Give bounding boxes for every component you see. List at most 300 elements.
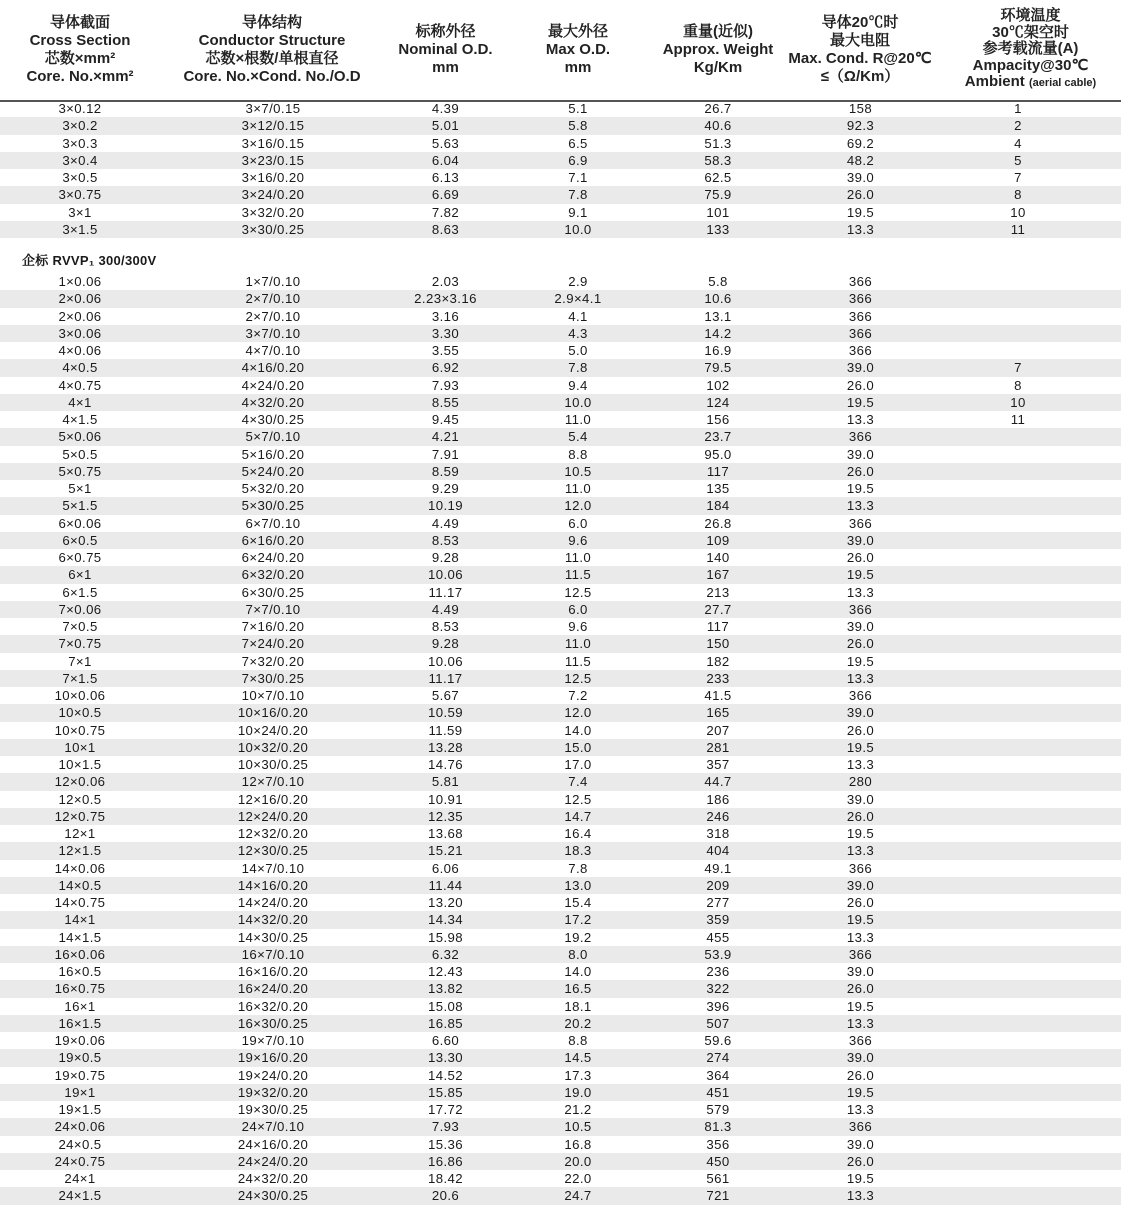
table-cell: 3×16/0.15: [241, 135, 305, 151]
table-cell: 13.3: [846, 498, 875, 514]
table-cell: 20.6: [431, 1188, 460, 1204]
table-row: [0, 1015, 1121, 1032]
table-cell: 13.20: [427, 895, 463, 910]
table-cell: 13.3: [846, 221, 875, 237]
table-cell: 18.42: [427, 1171, 463, 1186]
table-cell: 14.5: [564, 1050, 592, 1066]
table-cell: 4.49: [431, 515, 460, 531]
table-cell: 150: [706, 636, 730, 652]
table-cell: 14.7: [564, 808, 592, 824]
table-cell: 23.7: [704, 429, 732, 445]
table-row: [0, 135, 1121, 152]
table-row: [0, 722, 1121, 739]
table-cell: 7×16/0.20: [241, 619, 305, 634]
table-cell: 12×32/0.20: [237, 826, 309, 841]
table-row: [0, 601, 1121, 618]
header-text: Kg/Km: [693, 59, 743, 76]
table-cell: 4×16/0.20: [241, 360, 305, 376]
table-cell: 26.0: [846, 808, 875, 824]
table-cell: 39.0: [846, 619, 875, 634]
table-cell: 26.0: [846, 187, 875, 203]
table-cell: 10.6: [704, 291, 732, 307]
table-cell: 24×24/0.20: [237, 1153, 309, 1169]
table-cell: 5×0.5: [62, 446, 98, 462]
header-text: Core. No.×Cond. No./O.D: [183, 68, 361, 85]
table-cell: 8: [1014, 377, 1022, 393]
table-cell: 19.5: [846, 481, 875, 496]
table-row: [0, 394, 1121, 411]
table-cell: 19.5: [846, 653, 875, 669]
table-cell: 12×0.5: [58, 791, 102, 807]
table-cell: 39.0: [846, 791, 875, 807]
table-cell: 26.0: [846, 981, 875, 997]
table-cell: 19×24/0.20: [237, 1067, 309, 1083]
table-cell: 13.82: [427, 981, 463, 997]
table-cell: 2×0.06: [58, 308, 102, 324]
table-cell: 15.36: [427, 1136, 463, 1152]
table-cell: 721: [706, 1188, 730, 1204]
table-cell: 6×16/0.20: [241, 532, 305, 548]
table-cell: 13.3: [846, 757, 875, 772]
table-row: [0, 566, 1121, 583]
table-cell: 24×32/0.20: [237, 1171, 309, 1186]
table-cell: 167: [706, 567, 730, 583]
header-ampacity: [940, 0, 1121, 100]
table-cell: 14×16/0.20: [237, 877, 309, 893]
table-cell: 14.0: [564, 722, 592, 738]
table-cell: 4×7/0.10: [245, 343, 301, 358]
table-row: [0, 325, 1121, 342]
table-cell: 5×1: [68, 481, 92, 496]
table-cell: 14×1: [64, 912, 96, 928]
table-cell: 102: [706, 377, 730, 393]
table-cell: 19×1: [64, 1084, 96, 1100]
table-cell: 7.91: [431, 446, 460, 462]
table-cell: 14.0: [564, 964, 592, 979]
table-cell: 3×16/0.20: [241, 170, 305, 185]
table-row: [0, 704, 1121, 721]
table-cell: 2.9×4.1: [554, 291, 602, 307]
table-row: [0, 1101, 1121, 1118]
table-cell: 404: [706, 843, 730, 859]
table-cell: 19.5: [846, 567, 875, 583]
table-cell: 5×30/0.25: [241, 498, 305, 514]
table-cell: 39.0: [846, 877, 875, 893]
table-cell: 92.3: [846, 118, 875, 134]
table-row: [0, 653, 1121, 670]
header-note: (aerial cable): [1028, 77, 1097, 90]
table-cell: 12×16/0.20: [237, 791, 309, 807]
table-cell: 7×32/0.20: [241, 653, 305, 669]
table-cell: 3×7/0.10: [245, 325, 301, 341]
header-text: 标称外径: [415, 23, 476, 40]
table-cell: 10×1: [64, 739, 96, 755]
table-cell: 13.3: [846, 929, 875, 945]
table-cell: 11.0: [564, 550, 592, 565]
table-cell: 62.5: [704, 170, 732, 185]
header-conductor-structure: [158, 0, 386, 100]
table-cell: 357: [706, 757, 730, 772]
table-cell: 10.59: [427, 705, 463, 721]
table-row: [0, 911, 1121, 928]
table-cell: 3×1: [68, 204, 92, 220]
table-cell: 59.6: [704, 1033, 732, 1048]
table-row: [0, 808, 1121, 825]
table-cell: 7×24/0.20: [241, 636, 305, 652]
table-cell: 318: [706, 826, 730, 841]
table-cell: 39.0: [846, 1050, 875, 1066]
table-row: [0, 1049, 1121, 1066]
table-cell: 11.17: [428, 670, 463, 686]
table-cell: 19.5: [846, 739, 875, 755]
table-row: [0, 342, 1121, 359]
table-row: [0, 756, 1121, 773]
table-cell: 14×0.5: [58, 877, 102, 893]
header-text: 导体截面: [49, 14, 110, 31]
table-cell: 10.91: [427, 791, 463, 807]
table-cell: 366: [848, 274, 873, 289]
table-row: [0, 929, 1121, 946]
table-cell: 24×1: [64, 1171, 96, 1186]
table-row: [0, 791, 1121, 808]
table-cell: 10.0: [564, 394, 592, 410]
table-cell: 165: [706, 705, 730, 721]
table-cell: 213: [706, 584, 730, 600]
table-cell: 4×30/0.25: [241, 412, 305, 427]
table-cell: 10×32/0.20: [237, 739, 309, 755]
table-cell: 10×30/0.25: [237, 757, 309, 772]
table-cell: 10×1.5: [58, 757, 102, 772]
table-cell: 51.3: [704, 135, 732, 151]
table-cell: 5.8: [708, 274, 728, 289]
table-cell: 1×7/0.10: [245, 274, 301, 289]
table-cell: 19.5: [846, 998, 875, 1014]
table-cell: 6×0.06: [58, 515, 102, 531]
header-max-resistance: [780, 0, 940, 100]
table-cell: 366: [848, 325, 873, 341]
table-cell: 2×7/0.10: [245, 291, 301, 307]
header-text: Ambient: [964, 73, 1025, 91]
table-cell: 4×24/0.20: [241, 377, 305, 393]
header-nominal-od: [383, 0, 508, 100]
table-cell: 11.59: [428, 722, 463, 738]
header-text: 参考载流量(A): [982, 40, 1079, 58]
table-cell: 19.5: [846, 394, 875, 410]
table-cell: 24×1.5: [58, 1188, 102, 1204]
table-cell: 140: [706, 550, 730, 565]
table-cell: 7.4: [568, 774, 588, 790]
table-cell: 3×30/0.25: [241, 221, 305, 237]
table-cell: 579: [706, 1102, 730, 1117]
table-cell: 7.93: [431, 377, 460, 393]
table-cell: 207: [706, 722, 730, 738]
table-cell: 182: [706, 653, 730, 669]
table-cell: 7×1.5: [62, 670, 98, 686]
table-cell: 14×32/0.20: [237, 912, 309, 928]
table-row: [0, 117, 1121, 134]
table-cell: 48.2: [846, 152, 875, 168]
table-cell: 19×7/0.10: [241, 1033, 305, 1048]
table-cell: 16×32/0.20: [237, 998, 309, 1014]
table-cell: 7×30/0.25: [241, 670, 305, 686]
table-cell: 16×16/0.20: [237, 964, 309, 979]
table-cell: 12.5: [564, 791, 592, 807]
table-cell: 451: [706, 1084, 730, 1100]
table-cell: 16×1.5: [58, 1015, 102, 1031]
table-cell: 24×0.75: [54, 1153, 106, 1169]
table-row: [0, 273, 1121, 290]
table-cell: 13.3: [846, 843, 875, 859]
table-cell: 10×0.5: [58, 705, 102, 721]
table-cell: 26.0: [846, 1153, 875, 1169]
table-cell: 5.01: [431, 118, 460, 134]
table-cell: 1×0.06: [58, 274, 102, 289]
table-row: [0, 446, 1121, 463]
table-row: [0, 204, 1121, 221]
table-cell: 7.2: [568, 688, 588, 703]
table-cell: 3×12/0.15: [241, 118, 305, 134]
table-cell: 6.06: [431, 860, 460, 876]
table-row: [0, 1153, 1121, 1170]
header-text: 导体20℃时: [821, 14, 899, 31]
table-row: [0, 359, 1121, 376]
table-cell: 7: [1014, 170, 1022, 185]
table-cell: 6.0: [568, 601, 588, 617]
table-cell: 95.0: [704, 446, 732, 462]
table-cell: 14.76: [427, 757, 463, 772]
table-cell: 11.44: [428, 877, 463, 893]
table-cell: 5.63: [431, 135, 460, 151]
table-cell: 5×16/0.20: [241, 446, 305, 462]
table-cell: 10×0.75: [54, 722, 106, 738]
table-cell: 10.19: [427, 498, 463, 514]
table-cell: 53.9: [704, 946, 732, 962]
table-cell: 101: [706, 204, 730, 220]
table-cell: 19.0: [564, 1084, 592, 1100]
table-cell: 7: [1014, 360, 1022, 376]
table-cell: 4×0.06: [58, 343, 102, 358]
table-cell: 5.1: [568, 101, 588, 116]
table-cell: 39.0: [846, 360, 875, 376]
table-cell: 3×0.12: [58, 101, 102, 116]
table-row: [0, 842, 1121, 859]
table-cell: 8.53: [431, 619, 460, 634]
table-cell: 81.3: [704, 1119, 732, 1135]
table-cell: 9.1: [568, 204, 588, 220]
table-cell: 133: [706, 221, 730, 237]
table-cell: 13.30: [427, 1050, 463, 1066]
table-cell: 9.6: [568, 619, 588, 634]
table-cell: 4×1.5: [62, 412, 98, 427]
header-text: Core. No.×mm²: [26, 68, 134, 85]
header-text: Max. Cond. R@20℃: [788, 50, 932, 67]
table-row: [0, 618, 1121, 635]
table-cell: 2.23×3.16: [414, 291, 477, 307]
table-row: [0, 152, 1121, 169]
table-cell: 16×1: [64, 998, 96, 1014]
table-cell: 16×0.75: [54, 981, 106, 997]
table-cell: 27.7: [704, 601, 732, 617]
table-cell: 12.43: [427, 964, 463, 979]
table-cell: 6.32: [431, 946, 460, 962]
table-cell: 18.3: [564, 843, 592, 859]
header-text: 重量(近似): [683, 23, 753, 40]
table-cell: 9.28: [431, 550, 460, 565]
table-cell: 7×0.5: [62, 619, 98, 634]
table-cell: 13.3: [846, 1102, 875, 1117]
table-cell: 13.3: [846, 1188, 875, 1204]
table-row: [0, 463, 1121, 480]
table-cell: 3.30: [431, 325, 460, 341]
table-cell: 3×24/0.20: [241, 187, 305, 203]
table-cell: 16×0.5: [58, 964, 102, 979]
table-cell: 26.0: [846, 377, 875, 393]
table-cell: 6×24/0.20: [241, 550, 305, 565]
table-cell: 7.8: [568, 187, 588, 203]
table-cell: 3×23/0.15: [241, 152, 305, 168]
table-cell: 2: [1014, 118, 1022, 134]
table-cell: 39.0: [846, 705, 875, 721]
table-cell: 14×1.5: [58, 929, 102, 945]
table-cell: 26.0: [846, 636, 875, 652]
table-cell: 19×0.06: [54, 1033, 106, 1048]
table-cell: 117: [706, 463, 730, 479]
table-cell: 3×7/0.15: [245, 101, 301, 116]
table-cell: 17.3: [564, 1067, 592, 1083]
table-rvvp-main: [0, 100, 1121, 238]
table-row: [0, 894, 1121, 911]
table-cell: 186: [706, 791, 730, 807]
table-cell: 6×1: [68, 567, 92, 583]
table-cell: 109: [706, 532, 730, 548]
table-cell: 209: [706, 877, 730, 893]
table-cell: 20.2: [564, 1015, 592, 1031]
table-cell: 8: [1014, 187, 1022, 203]
table-cell: 366: [848, 1119, 873, 1135]
table-cell: 79.5: [704, 360, 732, 376]
table-cell: 450: [706, 1153, 730, 1169]
table-cell: 40.6: [704, 118, 732, 134]
table-cell: 8.63: [431, 221, 460, 237]
table-cell: 124: [706, 394, 730, 410]
table-cell: 19.5: [846, 912, 875, 928]
table-cell: 6.0: [568, 515, 588, 531]
table-cell: 281: [706, 739, 730, 755]
table-cell: 8.0: [568, 946, 588, 962]
table-row: [0, 773, 1121, 790]
header-text: Max O.D.: [545, 41, 611, 58]
table-cell: 5×7/0.10: [245, 429, 301, 445]
table-cell: 19×16/0.20: [237, 1050, 309, 1066]
table-cell: 158: [848, 101, 873, 116]
table-cell: 19×0.75: [54, 1067, 106, 1083]
table-cell: 7×7/0.10: [245, 601, 301, 617]
table-cell: 11.0: [564, 636, 592, 652]
table-cell: 8.53: [431, 532, 460, 548]
table-row: [0, 1067, 1121, 1084]
table-cell: 14.2: [704, 325, 732, 341]
table-cell: 366: [848, 601, 873, 617]
table-cell: 24.7: [564, 1188, 592, 1204]
table-rvvp1-enterprise: [0, 273, 1121, 1205]
table-row: [0, 515, 1121, 532]
table-cell: 12×24/0.20: [237, 808, 309, 824]
table-cell: 44.7: [704, 774, 732, 790]
table-cell: 18.1: [564, 998, 592, 1014]
table-cell: 13.3: [846, 412, 875, 427]
table-cell: 69.2: [846, 135, 875, 151]
table-cell: 280: [848, 774, 873, 790]
table-cell: 13.1: [704, 308, 732, 324]
header-text: mm: [432, 59, 459, 76]
table-cell: 24×0.5: [58, 1136, 102, 1152]
table-cell: 13.68: [427, 826, 463, 841]
table-cell: 366: [848, 429, 873, 445]
table-cell: 322: [706, 981, 730, 997]
table-cell: 5×0.06: [58, 429, 102, 445]
table-cell: 4×32/0.20: [241, 394, 305, 410]
table-cell: 58.3: [704, 152, 732, 168]
table-cell: 5×1.5: [62, 498, 98, 514]
table-row: [0, 308, 1121, 325]
table-cell: 4.21: [431, 429, 460, 445]
table-cell: 11.0: [564, 412, 592, 427]
header-text: Conductor Structure: [198, 32, 346, 49]
section-title: 企标 RVVP₁ 300/300V: [22, 253, 157, 268]
table-cell: 2.9: [568, 274, 588, 289]
table-cell: 6.04: [431, 152, 460, 168]
table-cell: 12×1: [64, 826, 96, 841]
table-row: [0, 687, 1121, 704]
table-row: [0, 980, 1121, 997]
table-cell: 7.8: [568, 860, 588, 876]
table-cell: 5: [1014, 152, 1022, 168]
table-row: [0, 169, 1121, 186]
table-cell: 21.2: [564, 1102, 592, 1117]
header-text: [965, 74, 1096, 92]
header-text: 导体结构: [241, 14, 302, 31]
table-cell: 15.98: [427, 929, 463, 945]
table-cell: 7.8: [568, 360, 588, 376]
table-cell: 13.0: [564, 877, 592, 893]
table-cell: 10×0.06: [54, 688, 106, 703]
table-cell: 6×0.5: [62, 532, 98, 548]
table-cell: 277: [706, 895, 730, 910]
table-cell: 19×30/0.25: [237, 1102, 309, 1117]
table-cell: 12.0: [564, 705, 592, 721]
table-cell: 135: [706, 481, 730, 496]
table-cell: 6.60: [431, 1033, 460, 1048]
table-cell: 11.5: [564, 567, 592, 583]
table-cell: 507: [706, 1015, 730, 1031]
table-cell: 3.16: [431, 308, 460, 324]
table-cell: 15.4: [564, 895, 592, 910]
table-cell: 17.72: [427, 1102, 463, 1117]
table-cell: 19×1.5: [58, 1102, 102, 1117]
table-cell: 17.2: [564, 912, 592, 928]
table-cell: 7×0.06: [58, 601, 102, 617]
table-cell: 3×0.75: [58, 187, 102, 203]
table-cell: 11.5: [564, 653, 592, 669]
table-row: [0, 428, 1121, 445]
table-row: [0, 1032, 1121, 1049]
table-cell: 4.3: [568, 325, 588, 341]
table-cell: 16×30/0.25: [237, 1015, 309, 1031]
table-cell: 3×0.3: [62, 135, 98, 151]
table-cell: 75.9: [704, 187, 732, 203]
table-cell: 19.2: [564, 929, 592, 945]
table-cell: 15.85: [427, 1084, 463, 1100]
